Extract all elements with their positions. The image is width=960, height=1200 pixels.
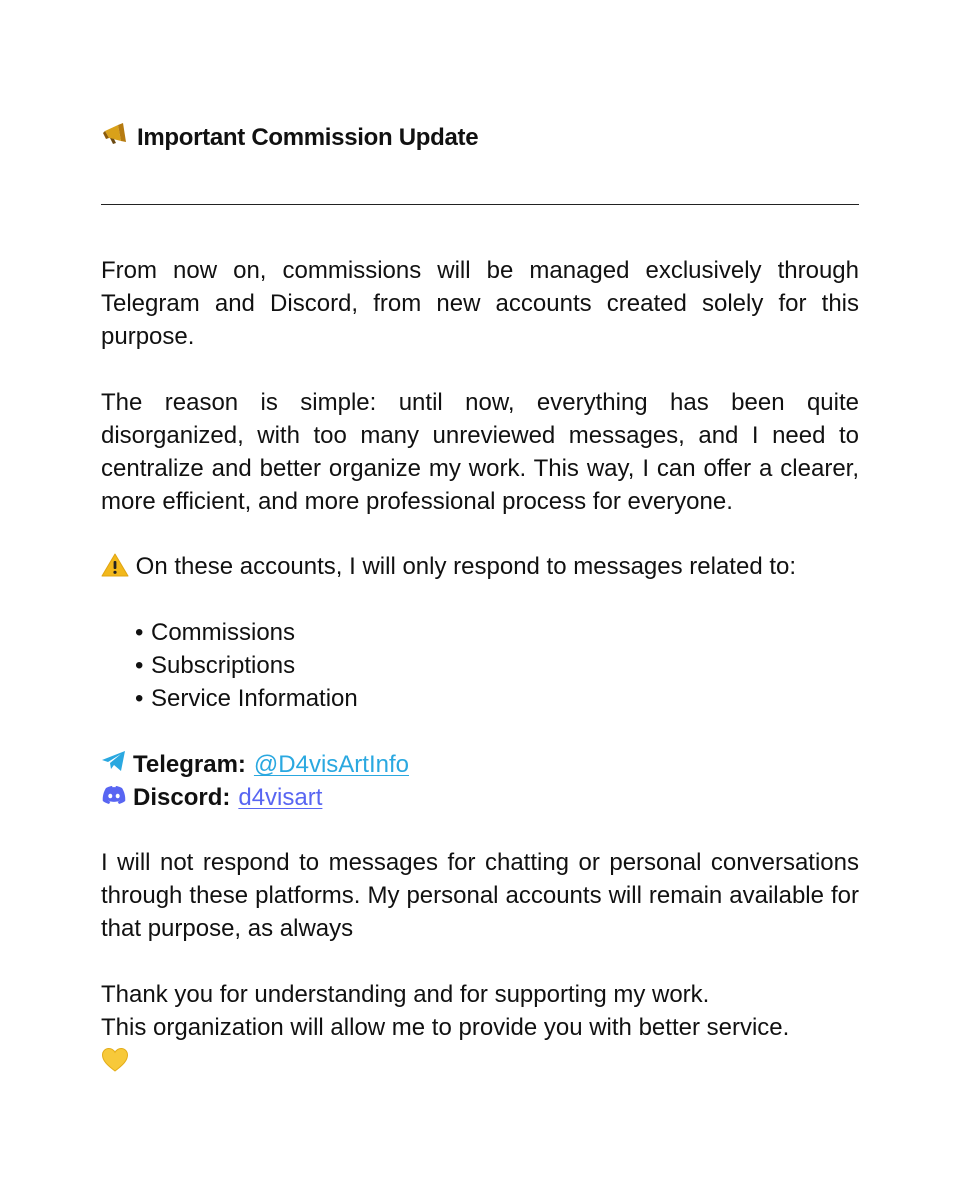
closing-heart <box>101 1047 859 1078</box>
warning-line <box>101 550 859 586</box>
list-item: • Subscriptions <box>135 649 358 682</box>
discord-icon <box>101 781 127 814</box>
telegram-icon <box>101 748 127 781</box>
list-item: • Commissions <box>135 616 358 649</box>
warning-text: On these accounts, I will only respond to messages related to: <box>135 553 797 580</box>
telegram-label: Telegram: <box>133 751 246 778</box>
title-text: Important Commission Update <box>137 123 479 151</box>
closing-line-2: This organization will allow me to provide you with better service. <box>101 1014 790 1041</box>
discord-contact <box>101 781 322 814</box>
divider <box>101 204 859 205</box>
discord-handle-link[interactable]: d4visart <box>238 784 323 811</box>
telegram-handle-link[interactable]: @D4visArtInfo <box>253 751 409 778</box>
megaphone-icon <box>101 122 131 153</box>
list-item: • Service Information <box>135 682 358 715</box>
closing-line-1: Thank you for understanding and for supporting my work. <box>101 981 710 1008</box>
page-title <box>101 122 478 153</box>
discord-label: Discord: <box>133 784 231 811</box>
intro-paragraph: From now on, commissions will be managed exclusively through Telegram and Discord, from new accounts created solely for this purpose. <box>101 257 859 350</box>
warning-icon <box>101 553 129 586</box>
reason-paragraph: The reason is simple: until now, everything has been quite disorganized, with too many unreviewed messages, and I need to centralize and better organize my work. This way, I can offer a clearer, more efficient, and more professional process for everyone. <box>101 389 859 515</box>
telegram-contact <box>101 748 409 781</box>
yellow-heart-icon <box>101 1047 129 1078</box>
topic-list <box>135 616 358 715</box>
notice-paragraph: I will not respond to messages for chatting or personal conversations through these platforms. My personal accounts will remain available for that purpose, as always <box>101 849 859 942</box>
